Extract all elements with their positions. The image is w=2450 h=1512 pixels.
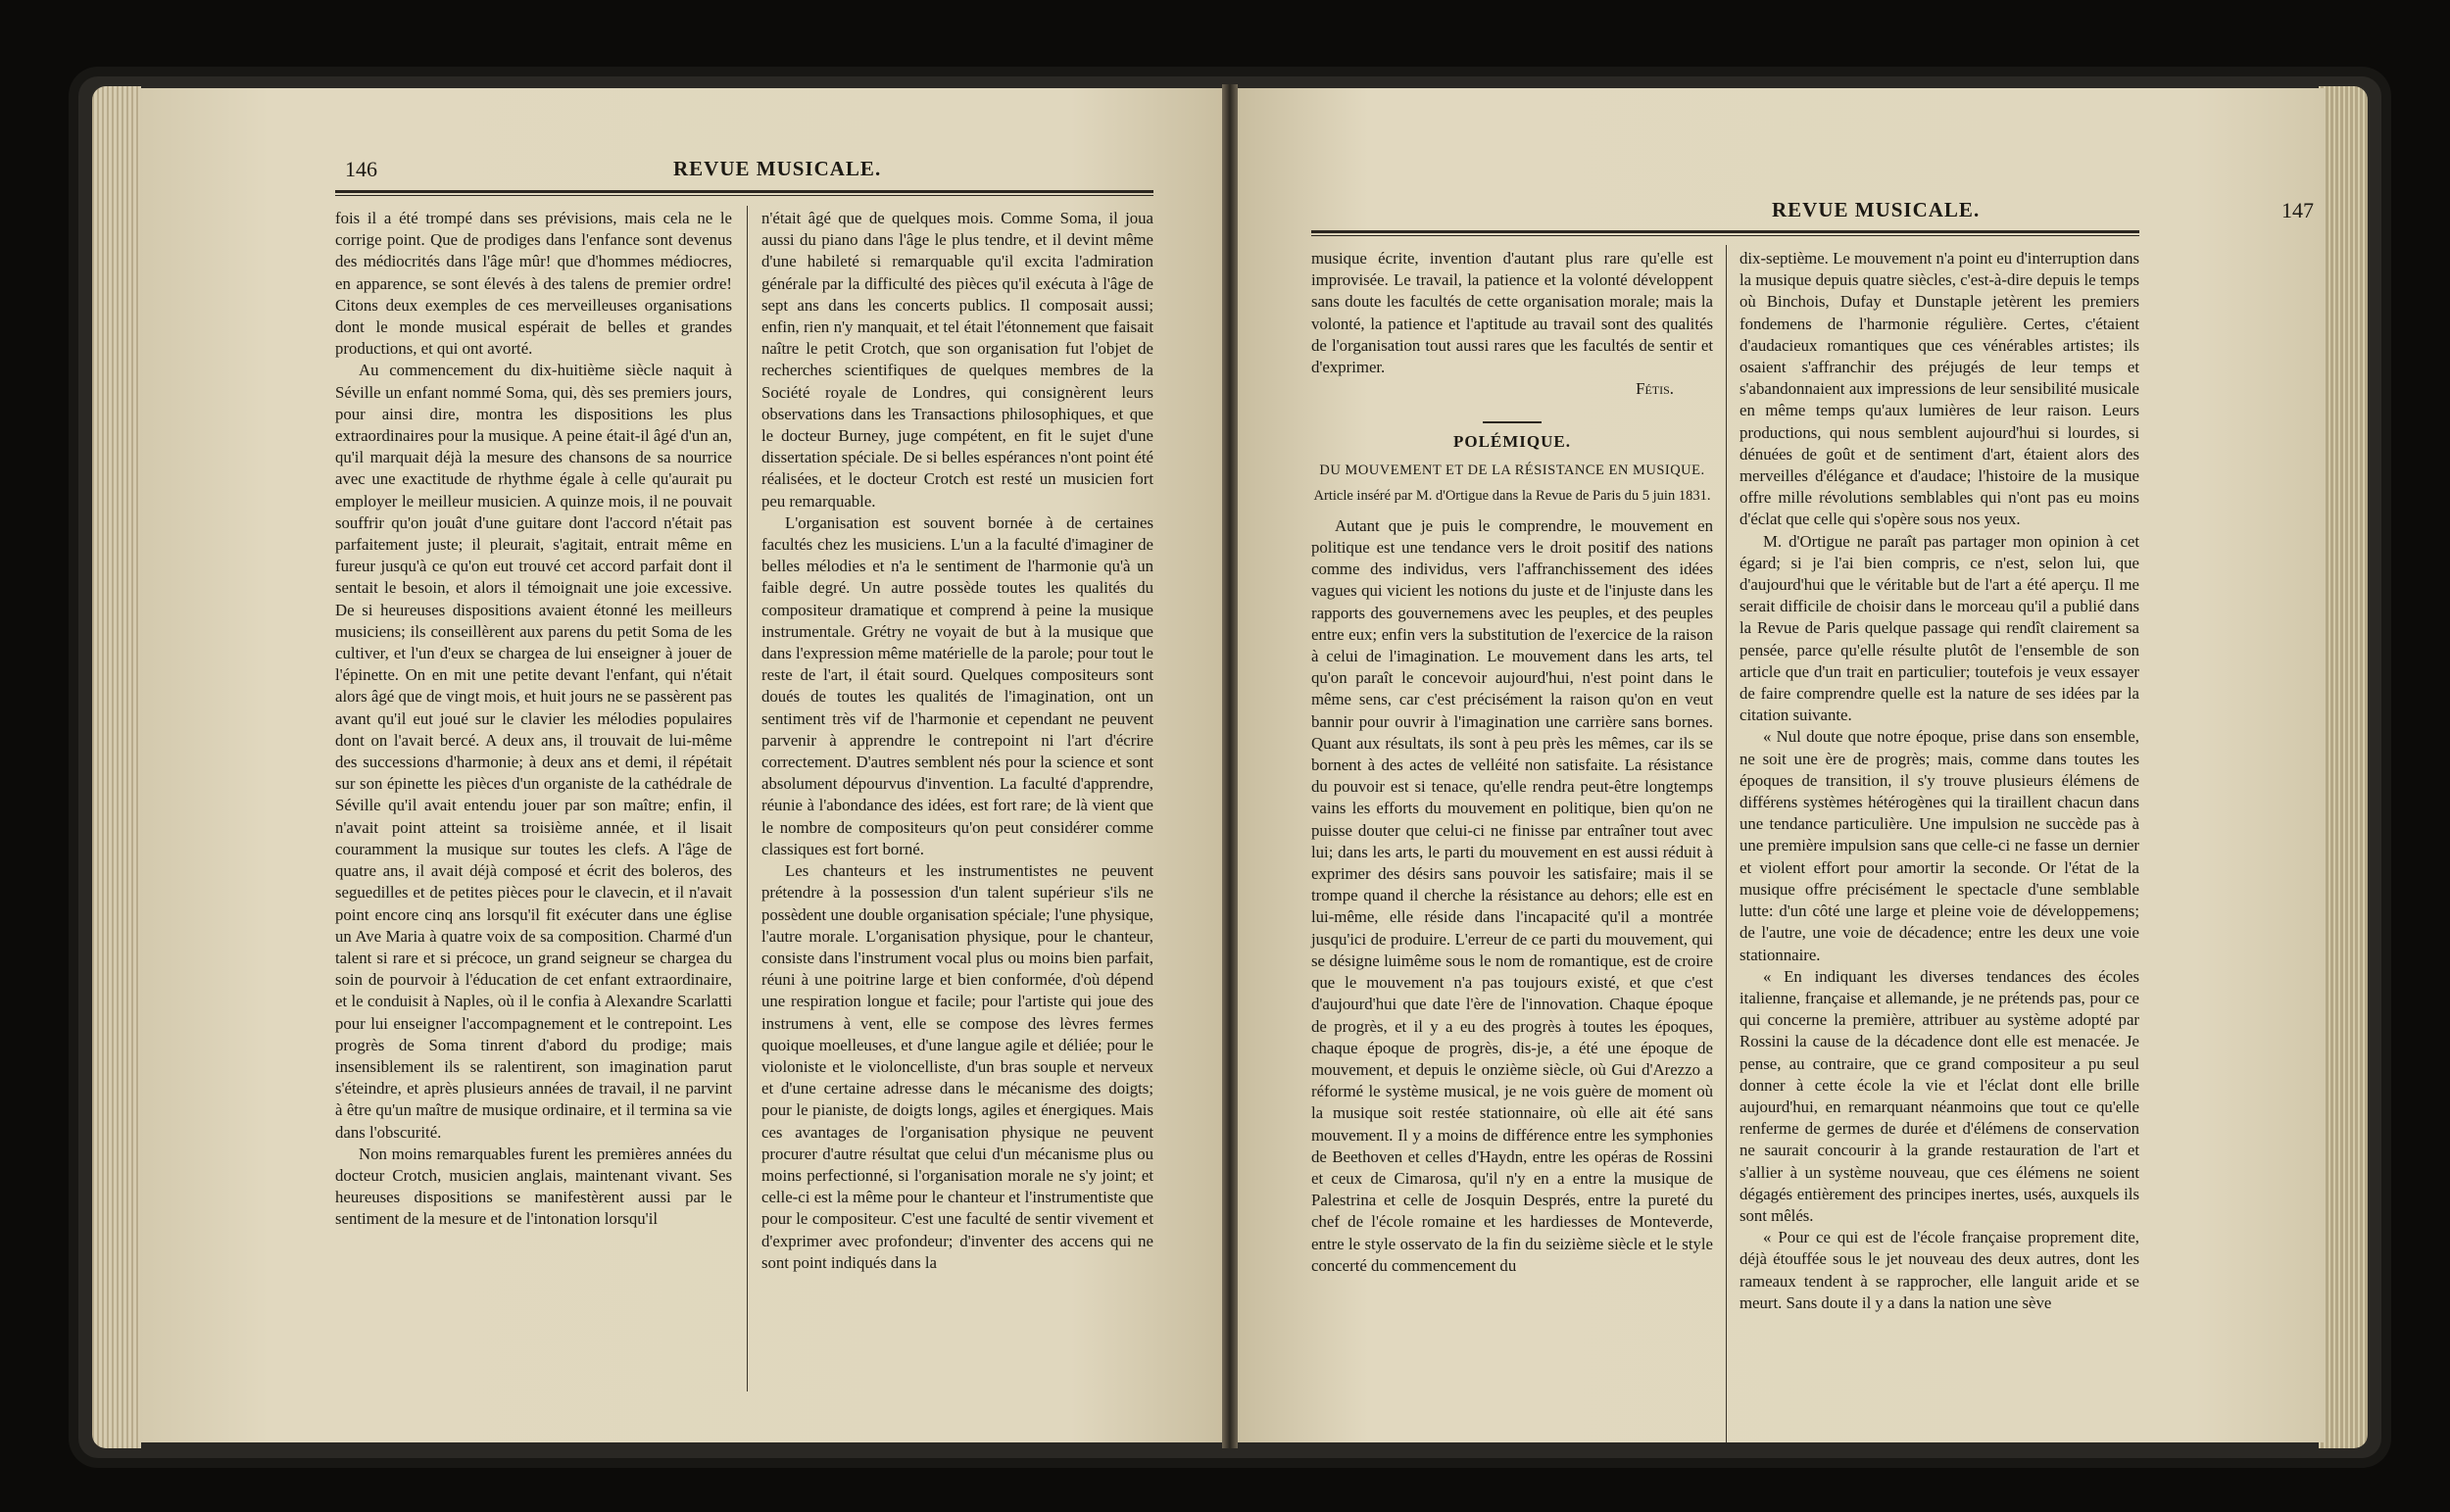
paragraph: Les chanteurs et les instrumentistes ne peuvent prétendre à la possession d'un talent supérieur s'ils ne possèdent une double organisation spéciale; l'une physique, l'autre morale. L'organisation physique, pour le chanteur, consiste dans l'instrument vocal plus ou moins bien parfait, réuni à une poitrine large et bien conformée, d'où dépend une respiration longue et facile; pour l'artiste qui joue des instrumens à vent, elle se compose des lèvres fermes quoique moelleuses, et d'une langue agile et déliée; pour le violoniste et le violoncelliste, d'un bras souple et nerveux et d'une certaine adresse dans le mécanisme des doigts; pour le pianiste, de doigts longs, agiles et énergiques. Mais ces avantages de l'organisation physique ne peuvent procurer d'autre résultat que celui d'un mécanisme plus ou moins perfectionné, si l'organisation morale ne s'y joint; et celle-ci est la même pour le chanteur et l'instrumentiste que pour le compositeur. C'est une faculté de sentir vivement et d'exprimer avec profondeur; d'inventer des accens qui ne sont point indiqués dans la — [761, 861, 1153, 1272]
right-page-edges — [2319, 86, 2368, 1448]
page-number: 147 — [2281, 198, 2314, 222]
column-divider — [1726, 245, 1727, 1442]
column-divider — [747, 206, 748, 1391]
paragraph: Non moins remarquables furent les premières années du docteur Crotch, musicien anglais, maintenant vivant. Ses heureuses dispositions se manifestèrent aussi par le sentiment de la mesure et de l'intonation lorsqu'il — [335, 1144, 732, 1229]
paragraph: « Nul doute que notre époque, prise dans son ensemble, ne soit une ère de progrès; mais, comme dans toutes les époques de transition, il s'y trouve plusieurs élémens de différens systèmes hétérogènes qui la tiraillent chacun dans une tendance particulière. Une impulsion ne succède pas à une première impulsion sans que celle-ci ne fasse un dernier et violent effort pour amortir la seconde. Or l'état de la musique offre précisément le spectacle d'une semblable lutte: d'un côté une large et pleine voie de développemens; de l'autre, une voie de décadence; entre les deux une voie stationnaire. — [1740, 727, 2139, 964]
paragraph: Autant que je puis le comprendre, le mouvement en politique est une tendance vers le droit positif des nations comme des individus, vers l'affranchissement des idées vagues qui vicient les notions du juste et de l'injuste dans les rapports des gouvernemens avec les peuples, et des peuples entre eux; enfin vers la substitution de l'exercice de la raison à celui de l'imagination. Le mouvement dans les arts, tel qu'on paraît le concevoir aujourd'hui, n'est point dans le même sens, car c'est précisément la raison qu'on en veut bannir pour ouvrir à l'imagination une carrière sans bornes. Quant aux résultats, ils sont à peu près les mêmes, car ils se bornent à des actes de velléité non satisfaite. La résistance du pouvoir est si tenace, qu'elle rendra peut-être longtemps vains les efforts du mouvement en politique, bien qu'on ne puisse douter que celui-ci ne finisse par entraîner tout avec lui; dans les arts, le parti du mouvement en est aussi réduit à exprimer des désirs sans pouvoir les satisfaire; mais il se trompe quand il cherche la résistance au dehors; elle est en lui-même, elle réside dans l'incapacité qu'il a montrée jusqu'ici de produire. L'erreur de ce parti du mouvement, qui se désigne luimême sous le nom de romantique, est de croire que le mouvement n'a pas toujours existé, et que c'est d'aujourd'hui que date l'ère de l'innovation. Chaque époque de progrès, et il y a eu des progrès à toutes les époques, chaque époque de progrès, dis-je, a été une époque de mouvement, et depuis le onzième siècle, où Gui d'Arezzo a réformé le système musical, je ne vois guère de moment où la musique soit restée stationnaire, où elle ait été sans mouvement. Il y a moins de différence entre les symphonies de Beethoven et celles d'Haydn, entre les opéras de Rossini et ceux de Cimarosa, qu'il n'y en a entre la musique de Palestrina et celle de Josquin Després, entre la pureté du chef de l'école romaine et les hardiesses de Monteverde, entre le style osservato de la fin du seizième siècle et le style concerté du commencement du — [1311, 515, 1713, 1275]
header-rule — [335, 190, 1153, 196]
running-head: REVUE MUSICALE. — [1772, 198, 1981, 221]
right-page-column-2 — [1740, 248, 2139, 1314]
running-head: REVUE MUSICALE. — [673, 157, 882, 180]
left-page-column-2 — [761, 208, 1153, 1274]
article-title: DU MOUVEMENT ET DE LA RÉSISTANCE EN MUSIQUE. — [1319, 462, 1705, 478]
left-page-column-1 — [335, 208, 732, 1231]
page-number: 146 — [345, 157, 377, 181]
section-title: POLÉMIQUE. — [1452, 432, 1572, 452]
left-page-edges — [92, 86, 141, 1448]
header-rule — [1311, 230, 2139, 236]
paragraph: L'organisation est souvent bornée à de certaines facultés chez les musiciens. L'un a la faculté d'imaginer de belles mélodies et n'a le sentiment de l'harmonie qu'à un faible degré. Un autre possède toutes les qualités du compositeur dramatique et comprend à peine la musique instrumentale. Grétry ne voyait de but à la musique que dans l'expression même matérielle de la parole; pour tout le reste de l'art, il était sourd. Quelques compositeurs sont doués de toutes les qualités de l'imagination, ont un sentiment très vif de l'harmonie et cependant ne peuvent parvenir à apprendre le contrepoint ni l'art d'écrire correctement. D'autres semblent nés pour la science et sont absolument dépourvus d'invention. La faculté d'apprendre, réunie à l'abondance des idées, est fort rare; de là vient que le nombre de compositeurs qu'on peut considérer comme classiques est fort borné. — [761, 512, 1153, 858]
author-signature: Fétis. — [1636, 379, 1674, 399]
left-page — [139, 88, 1222, 1442]
paragraph: Au commencement du dix-huitième siècle naquit à Séville un enfant nommé Soma, qui, dès ses premiers jours, pour ainsi dire, montra les dispositions les plus extraordinaires pour la musique. A peine était-il âgé d'un an, qu'il marquait déjà la mesure des chansons de sa nourrice avec une exactitude de rhythme égale à celle qu'aurait pu employer le meilleur musicien. A quinze mois, il ne pouvait souffrir qu'on jouât d'une guitare dont l'accord n'était pas parfaitement juste; il pleurait, s'agitait, entrait même en fureur jusqu'à ce qu'on eut trouvé cet accord parfait dont il sentait le besoin, et alors il témoignait une joie excessive. De si heureuses dispositions avaient étonné les meilleurs musiciens; ils conseillèrent aux parens du petit Soma de les cultiver, et l'un d'eux se chargea de lui enseigner à jouer de l'épinette. On en mit une petite devant l'enfant, qui n'était alors âgé que de vingt mois, et huit jours ne se passèrent pas avant qu'il eut joué sur le clavier les mélodies populaires dont on l'avait bercé. A deux ans, il trouvait de lui-même des successions d'harmonie; à deux ans et demi, il répétait sur son épinette les pièces d'un organiste de la cathédrale de Séville qu'il avait entendu jouer par son maître; enfin, il n'avait point atteint sa troisième année, et il lisait couramment la musique sur toutes les clefs. A l'âge de quatre ans, il avait déjà composé et écrit des boleros, des seguedilles et de petites pièces pour le clavecin, et il n'avait point encore cinq ans lorsqu'il fit exécuter dans une église un Ave Maria à quatre voix de sa composition. Charmé d'un talent si rare et si précoce, un grand seigneur se chargea du soin de pourvoir à l'éducation de cet enfant extraordinaire, et le conduisit à Naples, où il le confia à Alexandre Scarlatti pour lui enseigner l'accompagnement et le contrepoint. Les progrès de Soma tinrent d'abord du prodige; mais insensiblement ils se ralentirent, son imagination parut s'éteindre, et après plusieurs années de travail, il ne parvint à être qu'un maître de musique ordinaire, et il termina sa vie dans l'obscurité. — [335, 361, 732, 1142]
paragraph: musique écrite, invention d'autant plus rare qu'elle est improvisée. Le travail, la patience et la volonté développent sans doute les facultés de cette organisation morale; mais la volonté, la patience et l'aptitude au travail sont des qualités de l'organisation tout aussi rares que les facultés de sentir et d'exprimer. — [1311, 249, 1713, 377]
section-separator — [1483, 421, 1542, 423]
right-page — [1238, 88, 2326, 1442]
open-book — [78, 76, 2381, 1458]
paragraph: n'était âgé que de quelques mois. Comme Soma, il joua aussi du piano dans l'âge le plus tendre, et il devint même d'une habileté si remarquable qu'il excita l'admiration générale par la difficulté des pièces qu'il exécuta à l'âge de sept ans dans les concerts publics. Il composait aussi; enfin, rien n'y manquait, et tel était l'étonnement que faisait naître le petit Crotch, que son organisation fut l'objet de recherches scientifiques de quelques membres de la Société royale de Londres, qui consignèrent leurs observations dans les Transactions philosophiques, et que le docteur Burney, juge compétent, en fit le sujet d'une dissertation spéciale. De si belles espérances n'ont point été réalisées, et le docteur Crotch est resté un musicien fort peu remarquable. — [761, 209, 1153, 511]
book-gutter — [1222, 84, 1238, 1448]
right-page-column-1 — [1311, 248, 1713, 1277]
paragraph: fois il a été trompé dans ses prévisions, mais cela ne le corrige point. Que de prodiges dans l'enfance sont devenus des médiocrités dans l'âge mûr! que d'hommes médiocres, en apparence, se sont élevés à des talens de premier ordre! Citons deux exemples de ces merveilleuses organisations dont le monde musical espérait de belles et grandes productions, et qui ont avorté. — [335, 209, 732, 359]
paragraph: M. d'Ortigue ne paraît pas partager mon opinion à cet égard; si je l'ai bien compris, ce n'est, selon lui, que d'aujourd'hui que le véritable but de l'art a été aperçu. Il me serait difficile de choisir dans le morceau qu'il a publié dans la Revue de Paris quelque passage qui rendît clairement sa pensée, parce qu'elle résulte plutôt de l'ensemble de son article que d'un trait en particulier; toutefois je veux essayer de faire comprendre quelle est la nature de ses idées par la citation suivante. — [1740, 531, 2139, 725]
paragraph: « Pour ce qui est de l'école française proprement dite, déjà étouffée sous le jet nouveau des deux autres, dont les rameaux tendent à se rapprocher, elle languit aride et se meurt. Sans doute il y a dans la nation une sève — [1740, 1228, 2139, 1312]
paragraph: dix-septième. Le mouvement n'a point eu d'interruption dans la musique depuis quatre siècles, c'est-à-dire depuis le temps où Binchois, Dufay et Dunstaple jetèrent les premiers fondemens de l'harmonie régulière. Certes, c'étaient d'audacieux romantiques que ces vénérables artistes; ils osaient s'affranchir des préjugés de leur temps et s'abandonnaient aux impressions de leur sensibilité musicale en même temps qu'aux lumières de leur raison. Leurs productions, qui nous semblent aujourd'hui si lourdes, si dénuées de goût et de sentiment d'art, étaient alors des merveilles d'élégance et d'audace; l'histoire de la musique offre mille révolutions semblables qui n'ont pas eu moins d'éclat que celle qui s'opère sous nos yeux. — [1740, 249, 2139, 529]
article-note: Article inséré par M. d'Ortigue dans la Revue de Paris du 5 juin 1831. — [1313, 487, 1711, 504]
paragraph: « En indiquant les diverses tendances des écoles italienne, française et allemande, je ne prétends pas, pour ce qui concerne la première, attribuer au système adopté par Rossini la cause de la décadence dont elle est menacée. Je pense, au contraire, que ce grand compositeur a pu seul donner à cette école la vie et l'éclat dont elle brille aujourd'hui, en remarquant néanmoins que tout ce qu'elle renferme de germes de durée et d'élémens de conservation ne saurait concourir à la grande restauration de l'art et s'allier à un système nouveau, que ces élémens ne soient dégagés entièrement des principes inertes, usés, auxquels ils sont mêlés. — [1740, 966, 2139, 1225]
